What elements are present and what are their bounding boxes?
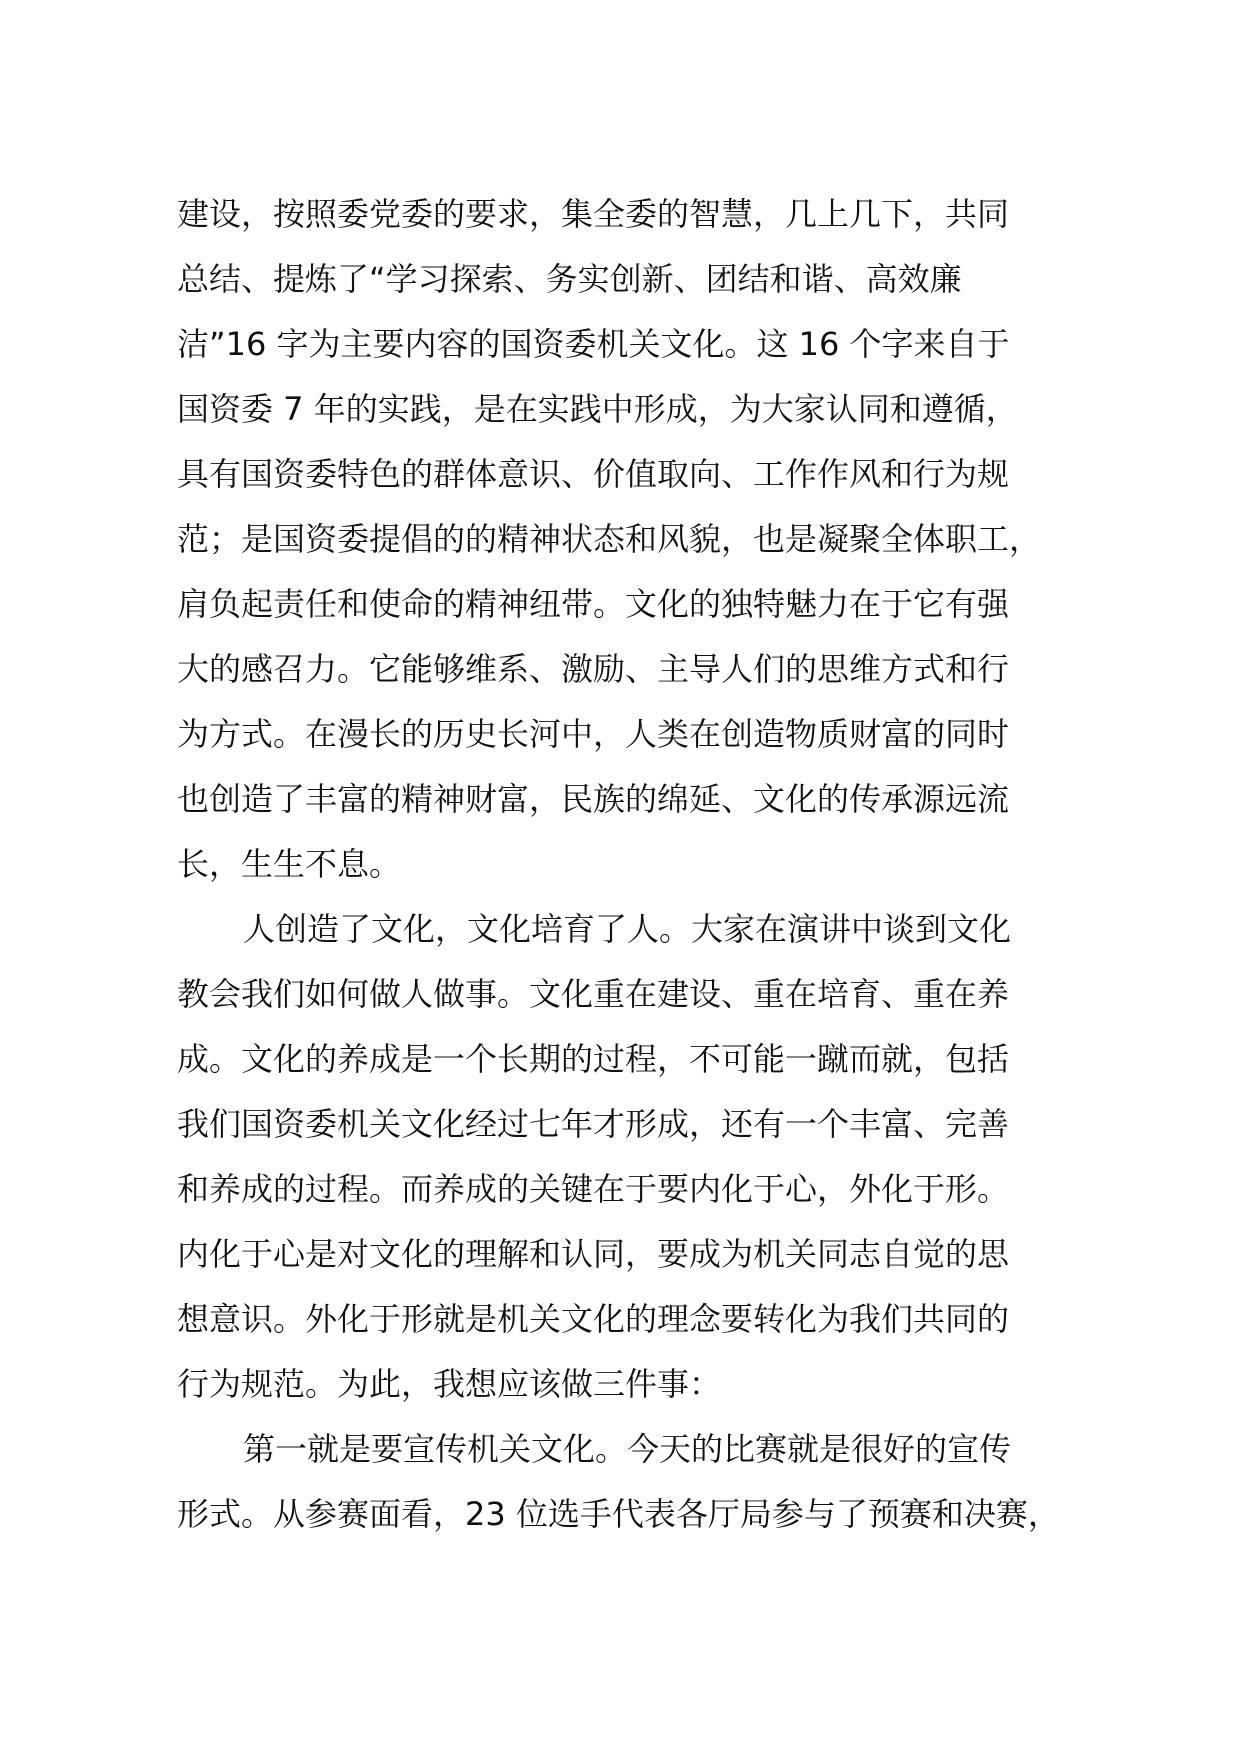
text-line: 建设，按照委党委的要求，集全委的智慧，几上几下，共同 — [177, 195, 1010, 233]
text-line: 总结、提炼了“学习探索、务实创新、团结和谐、高效廉 — [177, 260, 962, 298]
paragraph-start-line: 第一就是要宣传机关文化。今天的比赛就是很好的宣传 — [243, 1430, 1012, 1468]
text-line: 洁”16 字为主要内容的国资委机关文化。这 16 个字来自于 — [177, 325, 1010, 363]
text-line: 为方式。在漫长的历史长河中，人类在创造物质财富的同时 — [177, 715, 1010, 753]
paragraph-start-line: 人创造了文化，文化培育了人。大家在演讲中谈到文化 — [243, 910, 1012, 948]
text-line: 大的感召力。它能够维系、激励、主导人们的思维方式和行 — [177, 650, 1010, 688]
text-line: 范；是国资委提倡的的精神状态和风貌，也是凝聚全体职工， — [177, 520, 1042, 558]
text-line: 行为规范。为此，我想应该做三件事： — [177, 1365, 722, 1403]
text-line: 内化于心是对文化的理解和认同，要成为机关同志自觉的思 — [177, 1235, 1010, 1273]
text-line: 想意识。外化于形就是机关文化的理念要转化为我们共同的 — [177, 1300, 1010, 1338]
text-line: 具有国资委特色的群体意识、价值取向、工作作风和行为规 — [177, 455, 1010, 493]
text-line: 成。文化的养成是一个长期的过程，不可能一蹴而就，包括 — [177, 1040, 1010, 1078]
text-line: 也创造了丰富的精神财富，民族的绵延、文化的传承源远流 — [177, 780, 1010, 818]
body-text — [177, 182, 1117, 1547]
text-line: 教会我们如何做人做事。文化重在建设、重在培育、重在养 — [177, 975, 1010, 1013]
text-line: 和养成的过程。而养成的关键在于要内化于心，外化于形。 — [177, 1170, 1010, 1208]
text-line: 长，生生不息。 — [177, 845, 402, 883]
text-line: 肩负起责任和使命的精神纽带。文化的独特魅力在于它有强 — [177, 585, 1010, 623]
text-line: 国资委 7 年的实践，是在实践中形成，为大家认同和遵循， — [177, 390, 1018, 428]
text-line: 我们国资委机关文化经过七年才形成，还有一个丰富、完善 — [177, 1105, 1010, 1143]
text-line: 形式。从参赛面看，23 位选手代表各厅局参与了预赛和决赛， — [177, 1495, 1060, 1533]
